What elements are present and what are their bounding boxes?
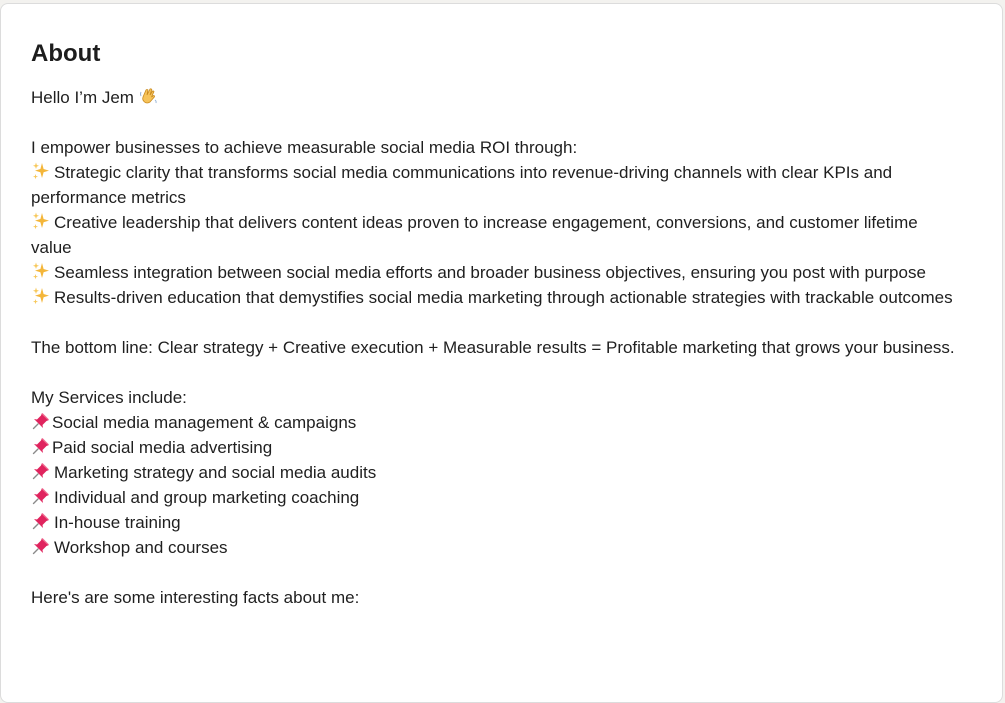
facts-heading: Here's are some interesting facts about me:	[31, 588, 360, 607]
sparkles-icon	[31, 261, 51, 281]
sparkles-icon	[31, 161, 51, 181]
service-text: Individual and group marketing coaching	[54, 488, 360, 507]
benefit-item	[31, 210, 961, 260]
bottom-line-text: The bottom line: Clear strategy + Creative execution + Measurable results = Profitable marketing that grows your business.	[31, 338, 955, 357]
benefit-text: Strategic clarity that transforms social media communications into revenue-driving channels with clear KPIs and performance metrics	[31, 163, 893, 207]
sparkles-icon	[31, 286, 51, 306]
intro-text: I empower businesses to achieve measurable social media ROI through:	[31, 138, 578, 157]
benefit-text: Seamless integration between social media efforts and broader business objectives, ensuring you post with purpose	[54, 263, 926, 282]
sparkles-icon	[31, 211, 51, 231]
service-item	[31, 535, 961, 560]
service-item	[31, 435, 961, 460]
benefit-item	[31, 260, 961, 285]
pushpin-icon	[31, 436, 51, 456]
pushpin-icon	[31, 536, 51, 556]
service-item	[31, 410, 961, 435]
benefit-item	[31, 160, 961, 210]
pushpin-icon	[31, 461, 51, 481]
benefit-text: Results-driven education that demystifies social media marketing through actionable strategies with trackable outcomes	[54, 288, 953, 307]
waving-hand-icon	[138, 86, 158, 106]
pushpin-icon	[31, 411, 51, 431]
service-text: In-house training	[54, 513, 181, 532]
service-item	[31, 460, 961, 485]
benefit-item	[31, 285, 961, 310]
service-item	[31, 510, 961, 535]
about-card	[0, 3, 1003, 703]
service-text: Workshop and courses	[54, 538, 228, 557]
about-text	[31, 85, 961, 610]
pushpin-icon	[31, 486, 51, 506]
greeting-line	[31, 85, 961, 110]
service-item	[31, 485, 961, 510]
greeting-text: Hello I’m Jem	[31, 88, 134, 107]
service-text: Marketing strategy and social media audits	[54, 463, 377, 482]
pushpin-icon	[31, 511, 51, 531]
section-title: About	[31, 40, 101, 67]
service-text: Paid social media advertising	[52, 438, 273, 457]
service-text: Social media management & campaigns	[52, 413, 357, 432]
benefit-text: Creative leadership that delivers content ideas proven to increase engagement, conversions, and customer lifetime value	[31, 213, 918, 257]
services-heading: My Services include:	[31, 388, 187, 407]
